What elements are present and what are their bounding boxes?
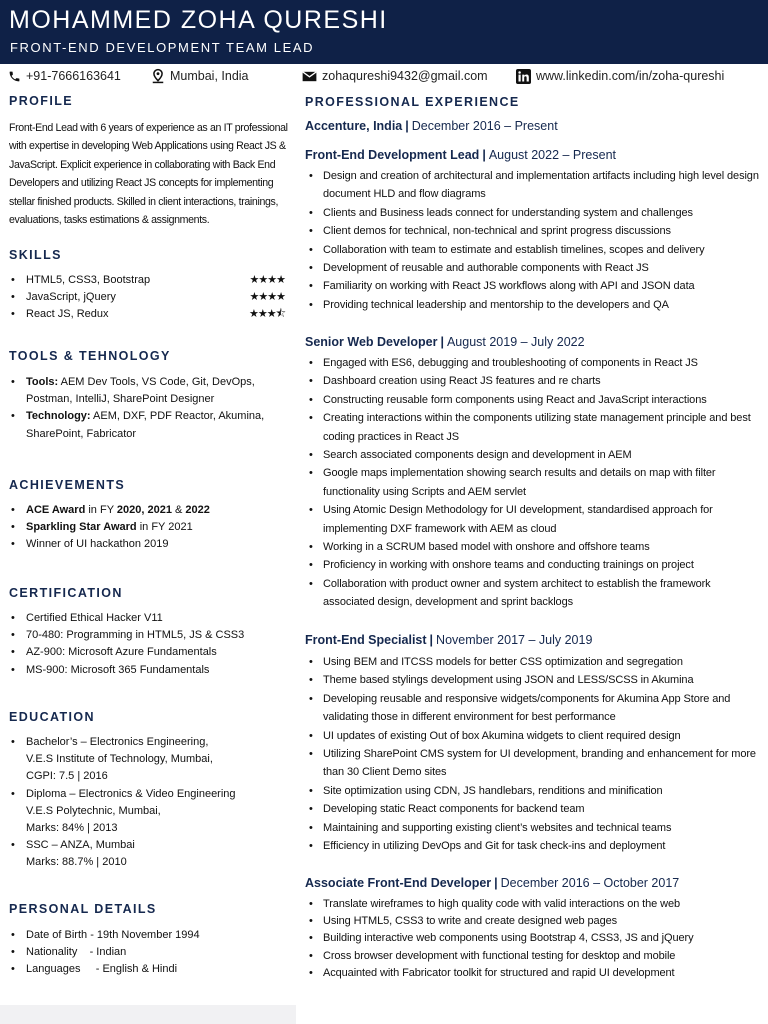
education-institute: V.E.S Polytechnic, Mumbai, — [26, 804, 161, 817]
phone-icon — [8, 70, 21, 83]
role-bullet: • Constructing reusable form components using React and JavaScript interactions — [307, 391, 759, 409]
achievement-text: in FY — [85, 504, 117, 516]
role-dates: August 2022 – Present — [488, 148, 617, 162]
achievements-heading: ACHIEVEMENTS — [9, 478, 126, 492]
education-score: CGPI: 7.5 | 2016 — [26, 770, 108, 783]
skill-item — [9, 306, 285, 323]
role-bullet: • Cross browser development with functional testing for desktop and mobile — [307, 948, 759, 965]
education-score: Marks: 84% | 2013 — [26, 822, 118, 835]
role-bullet: • Development of reusable and authorable components with React JS — [307, 259, 759, 277]
personal-heading: PERSONAL DETAILS — [9, 902, 157, 916]
role-bullet: • UI updates of existing Out of box Akumina widgets to client required design — [307, 727, 759, 745]
role-bullet: • Client demos for technical, non-technical and sprint progress discussions — [307, 222, 759, 240]
skill-name: JavaScript, jQuery — [26, 291, 116, 304]
skill-rating-stars: ★★★★ — [249, 291, 285, 304]
role-bullet: • Developing reusable and responsive widgets/components for Akumina App Store and validating those in different environment for best performance — [307, 690, 759, 727]
contact-phone[interactable] — [8, 66, 121, 86]
phone-text: +91-7666163641 — [26, 69, 121, 83]
tools-item — [9, 374, 289, 408]
certification-heading: CERTIFICATION — [9, 586, 123, 600]
role-bullet: • Clients and Business leads connect for understanding system and challenges — [307, 204, 759, 222]
education-list — [9, 734, 289, 872]
location-pin-icon — [151, 68, 165, 84]
linkedin-text: www.linkedin.com/in/zoha-qureshi — [536, 69, 725, 83]
profile-heading: PROFILE — [9, 94, 73, 108]
education-item — [9, 786, 289, 838]
role-bullet: • Providing technical leadership and mentorship to the developers and QA — [307, 296, 759, 314]
footer-shade — [0, 1005, 296, 1024]
education-degree: • Bachelor’s – Electronics Engineering, — [26, 736, 209, 748]
personal-item: • Nationality - Indian — [9, 944, 289, 961]
achievement-bold: Sparkling Star Award — [26, 521, 137, 534]
certification-item: • Certified Ethical Hacker V11 — [9, 610, 289, 627]
achievement-item — [9, 502, 289, 519]
certification-item: • MS-900: Microsoft 365 Fundamentals — [9, 662, 289, 679]
envelope-icon — [302, 71, 317, 82]
role-bullet: • Site optimization using CDN, JS handlebars, renditions and minification — [307, 782, 759, 800]
achievement-bold: 2020, 2021 — [116, 504, 172, 516]
header-banner — [0, 0, 768, 64]
personal-item: • Date of Birth - 19th November 1994 — [9, 927, 289, 944]
role-bullet: • Utilizing SharePoint CMS system for UI development, branding and enhancement for more than 30 Client Demo sites — [307, 745, 759, 782]
role-title-line: Senior Web Developer | August 2019 – July 2022 — [305, 335, 585, 349]
experience-heading: PROFESSIONAL EXPERIENCE — [305, 95, 520, 109]
tools-text: AEM Dev Tools, VS Code, Git, DevOps, Postman, IntelliJ, SharePoint Designer — [26, 376, 255, 406]
education-item — [9, 734, 289, 786]
contact-email[interactable] — [302, 66, 488, 86]
certification-item: • 70-480: Programming in HTML5, JS & CSS3 — [9, 627, 289, 644]
role-bullet: • Using Atomic Design Methodology for UI development, standardised approach for implementing DXF framework with AEM as cloud — [307, 501, 759, 538]
technology-item — [9, 408, 289, 442]
skill-rating-stars: ★★★⯪ — [248, 308, 285, 321]
education-degree: • SSC – ANZA, Mumbai — [26, 839, 135, 852]
role-bullet: • Maintaining and supporting existing client’s websites and technical teams — [307, 819, 759, 837]
skill-name: React JS, Redux — [26, 308, 109, 321]
linkedin-icon — [516, 69, 531, 84]
profile-text: Front-End Lead with 6 years of experience as an IT professional with expertise in developing Web Applications using React JS & JavaScript. Explicit experience in collaborating with Back End Developers and utilizing React JS concepts for implementing stellar finished products. Skilled in client interactions, trainings, evaluations, tasks estimations & assignments. — [9, 122, 288, 227]
education-score: Marks: 88.7% | 2010 — [26, 856, 127, 869]
role-title-line: Front-End Development Lead | August 2022 – Present — [305, 148, 617, 162]
skill-item — [9, 289, 285, 306]
role-title: Front-End Development Lead — [305, 148, 480, 162]
education-institute: V.E.S Institute of Technology, Mumbai, — [26, 753, 213, 766]
role-bullet: • Using HTML5, CSS3 to write and create designed web pages — [307, 913, 759, 930]
certification-item: • AZ-900: Microsoft Azure Fundamentals — [9, 644, 289, 661]
role-bullet: • Proficiency in working with onshore teams and conducting trainings on project — [307, 556, 759, 574]
contact-location — [151, 66, 249, 86]
role-bullets — [307, 653, 759, 855]
role-title: Senior Web Developer — [305, 335, 438, 349]
skills-heading: SKILLS — [9, 248, 62, 262]
achievements-list — [9, 502, 289, 554]
achievement-item — [9, 536, 289, 553]
location-text: Mumbai, India — [170, 69, 249, 83]
role-bullet: • Translate wireframes to high quality code with valid interactions on the web — [307, 896, 759, 913]
tools-label: Tools: — [26, 376, 59, 388]
role-bullet: • Collaboration with product owner and system architect to establish the framework associated design, development and sprint backlogs — [307, 575, 759, 612]
achievement-bold: ACE Award — [26, 504, 86, 516]
personal-item: • Languages - English & Hindi — [9, 961, 289, 978]
role-bullet: • Collaboration with team to estimate and establish timelines, scopes and delivery — [307, 241, 759, 259]
role-title-line: Front-End Specialist | November 2017 – July 2019 — [305, 633, 593, 647]
company-name: Accenture, India — [305, 119, 403, 133]
role-dates: December 2016 – October 2017 — [500, 876, 680, 890]
achievement-bold: 2022 — [185, 504, 210, 516]
technology-text: AEM, DXF, PDF Reactor, Akumina, SharePoint, Fabricator — [26, 410, 265, 440]
skill-name: HTML5, CSS3, Bootstrap — [26, 274, 151, 286]
role-bullets — [307, 354, 759, 612]
role-bullets — [307, 896, 759, 982]
company-line: Accenture, India | December 2016 – Present — [305, 119, 558, 133]
role-bullet: • Building interactive web components using Bootstrap 4, CSS3, JS and jQuery — [307, 930, 759, 947]
role-bullet: • Search associated components design and development in AEM — [307, 446, 759, 464]
job-title: FRONT-END DEVELOPMENT TEAM LEAD — [10, 40, 315, 55]
tools-list — [9, 374, 289, 443]
role-bullet: • Familiarity on working with React JS workflows along with API and JSON data — [307, 277, 759, 295]
role-title: Associate Front-End Developer — [305, 876, 492, 890]
achievement-text: & — [171, 504, 186, 516]
achievement-text: in FY 2021 — [136, 521, 193, 534]
education-degree: • Diploma – Electronics & Video Engineering — [26, 787, 236, 800]
company-dates: December 2016 – Present — [411, 119, 558, 133]
education-heading: EDUCATION — [9, 710, 95, 724]
role-bullet: • Efficiency in utilizing DevOps and Git for task check-ins and deployment — [307, 837, 759, 855]
email-text: zohaqureshi9432@gmail.com — [322, 69, 488, 83]
certification-list — [9, 610, 289, 679]
role-bullet: • Dashboard creation using React JS features and re charts — [307, 372, 759, 390]
contact-linkedin[interactable] — [516, 66, 724, 86]
role-bullet: • Using BEM and ITCSS models for better CSS optimization and segregation — [307, 653, 759, 671]
skill-item — [9, 272, 285, 289]
role-bullet: • Acquainted with Fabricator toolkit for structured and rapid UI development — [307, 965, 759, 982]
role-bullet: • Engaged with ES6, debugging and troubleshooting of components in React JS — [307, 354, 759, 372]
role-bullet: • Design and creation of architectural and implementation artifacts including high level design document HLD and flow diagrams — [307, 167, 759, 204]
role-bullets — [307, 167, 759, 314]
role-bullet: • Google maps implementation showing search results and details on map with filter functionality using Scripts and AEM servlet — [307, 464, 759, 501]
candidate-name: MOHAMMED ZOHA QURESHI — [9, 6, 388, 34]
role-bullet: • Developing static React components for backend team — [307, 800, 759, 818]
role-title-line: Associate Front-End Developer | December 2016 – October 2017 — [305, 876, 680, 890]
education-item — [9, 837, 289, 871]
role-bullet: • Theme based stylings development using JSON and LESS/SCSS in Akumina — [307, 671, 759, 689]
skills-list — [9, 272, 285, 324]
achievement-text: Winner of UI hackathon 2019 — [26, 538, 169, 551]
role-title: Front-End Specialist — [305, 633, 427, 647]
tools-heading: TOOLS & TEHNOLOGY — [9, 349, 171, 363]
role-dates: August 2019 – July 2022 — [446, 335, 585, 349]
role-bullet: • Working in a SCRUM based model with onshore and offshore teams — [307, 538, 759, 556]
role-bullet: • Creating interactions within the components utilizing state management principle and best coding practices in React JS — [307, 409, 759, 446]
technology-label: Technology: — [26, 410, 91, 423]
achievement-item — [9, 519, 289, 536]
skill-rating-stars: ★★★★ — [249, 274, 285, 286]
role-dates: November 2017 – July 2019 — [436, 633, 593, 647]
personal-list — [9, 927, 289, 979]
